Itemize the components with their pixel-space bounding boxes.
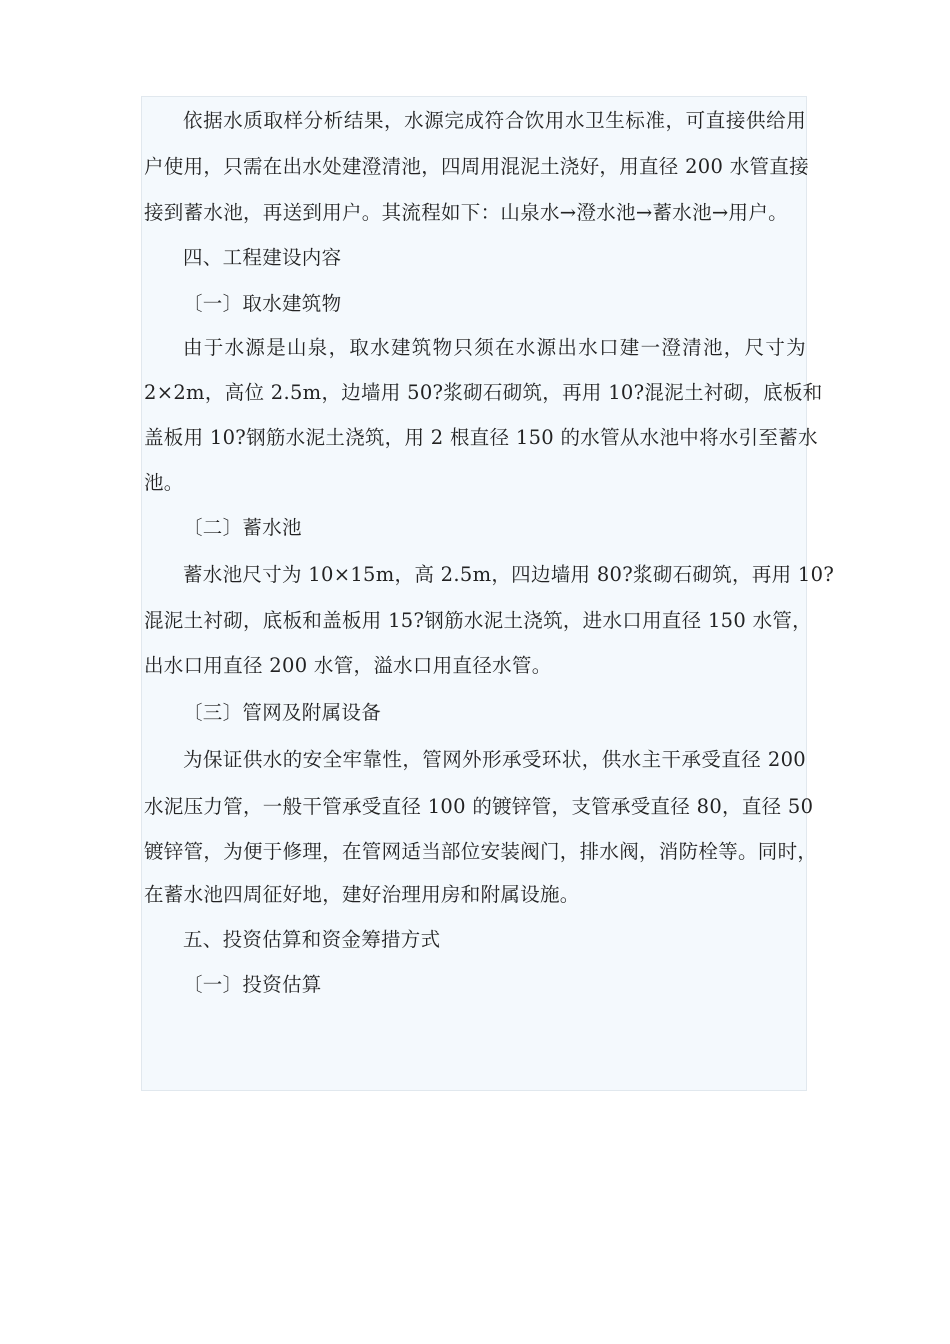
paragraph-line: 水泥压力管，一般干管承受直径 100 的镀锌管，支管承受直径 80，直径 50 bbox=[144, 795, 814, 818]
paragraph-line: 接到蓄水池，再送到用户。其流程如下：山泉水→澄水池→蓄水池→用户。 bbox=[144, 201, 788, 224]
paragraph-line: 蓄水池尺寸为 10×15m，高 2.5m，四边墙用 80?浆砌石砌筑，再用 10? bbox=[183, 563, 835, 586]
paragraph-line: 混泥土衬砌，底板和盖板用 15?钢筋水泥土浇筑，进水口用直径 150 水管， bbox=[144, 609, 812, 632]
subsection-heading: 〔三〕管网及附属设备 bbox=[183, 701, 382, 724]
section-heading: 五、投资估算和资金筹措方式 bbox=[183, 928, 441, 951]
paragraph-line: 由于水源是山泉，取水建筑物只须在水源出水口建一澄清池，尺寸为 bbox=[183, 336, 806, 359]
paragraph-line: 2×2m，高位 2.5m，边墙用 50?浆砌石砌筑，再用 10?混泥土衬砌，底板和 bbox=[144, 381, 823, 404]
paragraph-line: 镀锌管，为便于修理，在管网适当部位安装阀门，排水阀，消防栓等。同时， bbox=[144, 840, 818, 863]
paragraph-line: 户使用，只需在出水处建澄清池，四周用混泥土浇好，用直径 200 水管直接 bbox=[144, 155, 809, 178]
paragraph-line: 池。 bbox=[144, 471, 184, 494]
paragraph-line: 依据水质取样分析结果，水源完成符合饮用水卫生标准，可直接供给用 bbox=[183, 109, 806, 132]
paragraph-line: 在蓄水池四周征好地，建好治理用房和附属设施。 bbox=[144, 883, 580, 906]
paragraph-line: 出水口用直径 200 水管，溢水口用直径水管。 bbox=[144, 654, 552, 677]
paragraph-line: 盖板用 10?钢筋水泥土浇筑，用 2 根直径 150 的水管从水池中将水引至蓄水 bbox=[144, 426, 818, 449]
subsection-heading: 〔一〕投资估算 bbox=[183, 973, 322, 996]
subsection-heading: 〔一〕取水建筑物 bbox=[183, 292, 342, 315]
paragraph-line: 为保证供水的安全牢靠性，管网外形承受环状，供水主干承受直径 200 bbox=[183, 748, 806, 771]
section-heading: 四、工程建设内容 bbox=[183, 246, 342, 269]
subsection-heading: 〔二〕蓄水池 bbox=[183, 516, 302, 539]
